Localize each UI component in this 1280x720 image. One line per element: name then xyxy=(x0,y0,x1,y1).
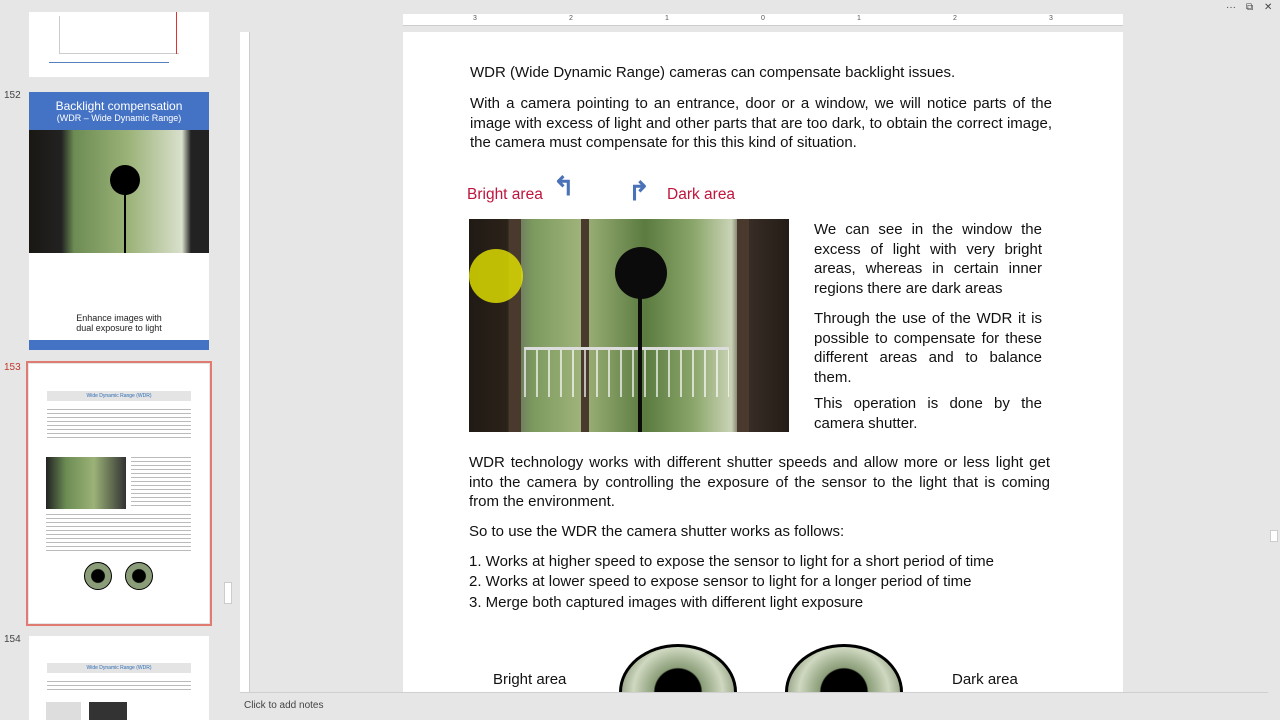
curved-arrow-icon: ↰ xyxy=(553,171,575,201)
chart-line xyxy=(176,12,177,54)
paragraph-1: With a camera pointing to an entrance, door or a window, we will notice parts of the image with excess of light and other parts that are too dark, to obtain the correct image, the camera must compensate for this this kind of situation. xyxy=(470,95,1052,151)
editor-scrollbar[interactable] xyxy=(1268,14,1280,720)
thumb-subtitle: (WDR – Wide Dynamic Range) xyxy=(56,113,182,123)
thumb-title: Wide Dynamic Range (WDR) xyxy=(47,663,191,673)
chart-preview xyxy=(59,16,179,54)
curved-arrow-icon: ↱ xyxy=(628,176,650,206)
side-text-1: We can see in the window the excess of light with very bright areas, whereas in certain inner regions there are dark areas xyxy=(814,221,1042,297)
lens-image xyxy=(619,644,737,692)
intro-text: WDR (Wide Dynamic Range) cameras can compensate backlight issues. xyxy=(470,64,956,81)
dark-area-label: Dark area xyxy=(667,186,736,203)
restore-icon[interactable]: ⧉ xyxy=(1246,2,1254,13)
list-item: 3. Merge both captured images with different light exposure xyxy=(469,594,864,611)
thumb-title: Wide Dynamic Range (WDR) xyxy=(47,391,191,401)
ruler-tick: 1 xyxy=(857,15,861,22)
slide-thumbnail-151[interactable] xyxy=(29,12,209,77)
bright-area-label: Bright area xyxy=(467,186,543,203)
vertical-ruler xyxy=(240,32,250,692)
slide-canvas[interactable] xyxy=(403,32,1123,692)
scroll-thumb[interactable] xyxy=(224,582,232,604)
slide-number: 152 xyxy=(4,90,21,101)
ruler-tick: 2 xyxy=(953,15,957,22)
paragraph-3: So to use the WDR the camera shutter works as follows: xyxy=(469,523,845,540)
horizontal-ruler xyxy=(403,14,1123,26)
notes-pane[interactable] xyxy=(240,692,1268,720)
thumbnail-scrollbar[interactable] xyxy=(222,12,234,720)
pointer-highlight xyxy=(469,249,523,303)
ruler-tick: 2 xyxy=(569,15,573,22)
close-icon[interactable]: ✕ xyxy=(1264,2,1273,13)
more-options-icon[interactable]: ··· xyxy=(1226,2,1236,13)
slide-thumbnail-154[interactable] xyxy=(29,636,209,720)
ruler-tick: 1 xyxy=(665,15,669,22)
slide-number: 154 xyxy=(4,634,21,645)
footer-link xyxy=(49,62,169,63)
window-photo xyxy=(469,219,789,432)
paragraph-2: WDR technology works with different shutter speeds and allow more or less light get into the camera by controlling the exposure of the sensor to the light that is coming from the environment. xyxy=(469,454,1050,510)
slide-thumbnail-152[interactable] xyxy=(29,92,209,350)
side-text-3: This operation is done by the camera shutter. xyxy=(814,395,1042,432)
slide-thumbnail-pane[interactable] xyxy=(0,0,222,720)
slide-number: 153 xyxy=(4,362,21,373)
scroll-thumb[interactable] xyxy=(1270,530,1278,542)
thumb-photo xyxy=(29,130,209,253)
thumb-caption: Enhance images with dual exposure to light xyxy=(76,313,162,333)
slide-thumbnail-153[interactable] xyxy=(29,364,209,623)
bottom-dark-label: Dark area xyxy=(952,671,1018,688)
notes-placeholder[interactable]: Click to add notes xyxy=(244,700,324,711)
list-item: 1. Works at higher speed to expose the sensor to light for a short period of time xyxy=(469,553,995,570)
lens-image xyxy=(785,644,903,692)
ruler-tick: 0 xyxy=(761,15,765,22)
side-text-2: Through the use of the WDR it is possible to compensate for these different areas and to balance them. xyxy=(814,310,1042,386)
bottom-bright-label: Bright area xyxy=(493,671,567,688)
ruler-tick: 3 xyxy=(473,15,477,22)
list-item: 2. Works at lower speed to expose sensor to light for a longer period of time xyxy=(469,573,972,590)
ruler-tick: 3 xyxy=(1049,15,1053,22)
thumb-title: Backlight compensation xyxy=(55,99,183,113)
